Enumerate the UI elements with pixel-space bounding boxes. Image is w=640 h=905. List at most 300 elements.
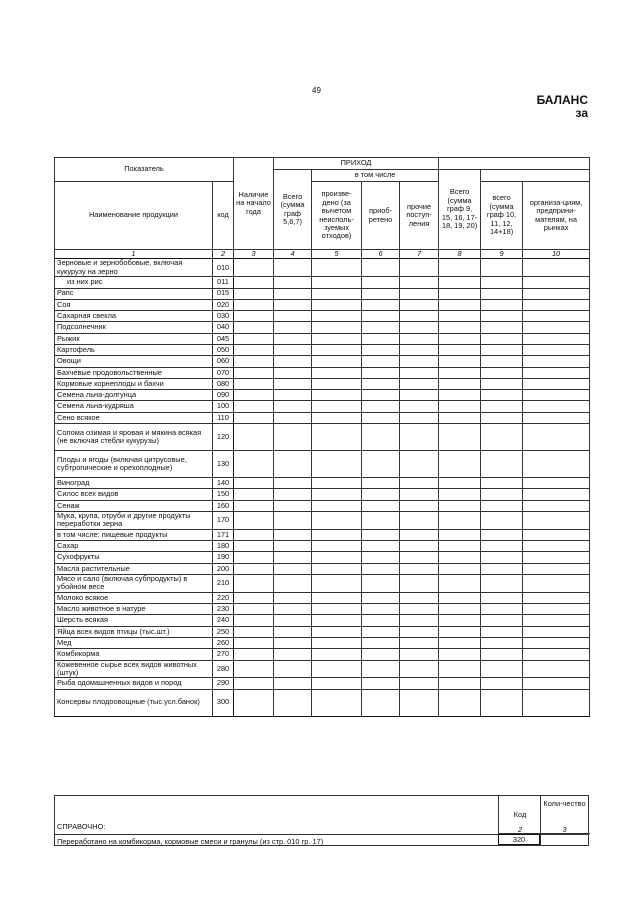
value-cell[interactable] bbox=[362, 277, 400, 288]
value-cell[interactable] bbox=[312, 333, 362, 344]
value-cell[interactable] bbox=[312, 356, 362, 367]
value-cell[interactable] bbox=[312, 424, 362, 451]
value-cell[interactable] bbox=[439, 378, 481, 389]
value-cell[interactable] bbox=[481, 604, 523, 615]
value-cell[interactable] bbox=[439, 615, 481, 626]
value-cell[interactable] bbox=[400, 345, 439, 356]
value-cell[interactable] bbox=[312, 563, 362, 574]
value-cell[interactable] bbox=[234, 574, 274, 592]
value-cell[interactable] bbox=[234, 367, 274, 378]
value-cell[interactable] bbox=[312, 478, 362, 489]
value-cell[interactable] bbox=[274, 345, 312, 356]
value-cell[interactable] bbox=[312, 500, 362, 511]
value-cell[interactable] bbox=[312, 574, 362, 592]
value-cell[interactable] bbox=[400, 678, 439, 689]
value-cell[interactable] bbox=[439, 451, 481, 478]
value-cell[interactable] bbox=[274, 451, 312, 478]
value-cell[interactable] bbox=[234, 356, 274, 367]
value-cell[interactable] bbox=[312, 541, 362, 552]
value-cell[interactable] bbox=[312, 604, 362, 615]
value-cell[interactable] bbox=[274, 288, 312, 299]
value-cell[interactable] bbox=[274, 412, 312, 423]
value-cell[interactable] bbox=[362, 378, 400, 389]
value-cell[interactable] bbox=[312, 412, 362, 423]
value-cell[interactable] bbox=[481, 277, 523, 288]
value-cell[interactable] bbox=[274, 615, 312, 626]
value-cell[interactable] bbox=[523, 322, 590, 333]
value-cell[interactable] bbox=[400, 511, 439, 529]
header-purchased: приоб-ретено bbox=[362, 182, 400, 250]
value-cell[interactable] bbox=[481, 626, 523, 637]
value-cell[interactable] bbox=[481, 412, 523, 423]
value-cell[interactable] bbox=[362, 489, 400, 500]
product-name: Плоды и ягоды (включая цитрусовые, субтропические и орехоплодные) bbox=[55, 451, 213, 478]
header-produced: произве-дено (за вычетом неисполь-зуемых отходов) bbox=[312, 182, 362, 250]
value-cell[interactable] bbox=[400, 333, 439, 344]
value-cell[interactable] bbox=[439, 489, 481, 500]
value-cell[interactable] bbox=[234, 345, 274, 356]
value-cell[interactable] bbox=[312, 322, 362, 333]
value-cell[interactable] bbox=[481, 637, 523, 648]
value-cell[interactable] bbox=[481, 660, 523, 678]
value-cell[interactable] bbox=[523, 259, 590, 277]
value-cell[interactable] bbox=[312, 552, 362, 563]
value-cell[interactable] bbox=[523, 541, 590, 552]
value-cell[interactable] bbox=[523, 489, 590, 500]
value-cell[interactable] bbox=[234, 500, 274, 511]
value-cell[interactable] bbox=[400, 604, 439, 615]
value-cell[interactable] bbox=[481, 333, 523, 344]
value-cell[interactable] bbox=[400, 626, 439, 637]
value-cell[interactable] bbox=[362, 390, 400, 401]
value-cell[interactable] bbox=[523, 367, 590, 378]
value-cell[interactable] bbox=[234, 529, 274, 540]
value-cell[interactable] bbox=[234, 592, 274, 603]
value-cell[interactable] bbox=[234, 511, 274, 529]
value-cell[interactable] bbox=[274, 592, 312, 603]
product-code: 100 bbox=[213, 401, 234, 412]
value-cell[interactable] bbox=[362, 322, 400, 333]
value-cell[interactable] bbox=[400, 563, 439, 574]
value-cell[interactable] bbox=[274, 552, 312, 563]
value-cell[interactable] bbox=[362, 592, 400, 603]
value-cell[interactable] bbox=[523, 563, 590, 574]
value-cell[interactable] bbox=[439, 424, 481, 451]
value-cell[interactable] bbox=[362, 356, 400, 367]
value-cell[interactable] bbox=[312, 259, 362, 277]
value-cell[interactable] bbox=[234, 277, 274, 288]
value-cell[interactable] bbox=[439, 390, 481, 401]
value-cell[interactable] bbox=[234, 288, 274, 299]
value-cell[interactable] bbox=[523, 511, 590, 529]
value-cell[interactable] bbox=[481, 552, 523, 563]
value-cell[interactable] bbox=[481, 649, 523, 660]
value-cell[interactable] bbox=[234, 390, 274, 401]
value-cell[interactable] bbox=[439, 574, 481, 592]
value-cell[interactable] bbox=[523, 592, 590, 603]
product-code: 110 bbox=[213, 412, 234, 423]
value-cell[interactable] bbox=[481, 311, 523, 322]
value-cell[interactable] bbox=[362, 367, 400, 378]
value-cell[interactable] bbox=[400, 451, 439, 478]
value-cell[interactable] bbox=[362, 451, 400, 478]
value-cell[interactable] bbox=[312, 511, 362, 529]
value-cell[interactable] bbox=[274, 333, 312, 344]
value-cell[interactable] bbox=[362, 552, 400, 563]
value-cell[interactable] bbox=[523, 288, 590, 299]
value-cell[interactable] bbox=[362, 288, 400, 299]
value-cell[interactable] bbox=[274, 511, 312, 529]
value-cell[interactable] bbox=[523, 333, 590, 344]
value-cell[interactable] bbox=[523, 401, 590, 412]
value-cell[interactable] bbox=[312, 378, 362, 389]
value-cell[interactable] bbox=[234, 489, 274, 500]
value-cell[interactable] bbox=[439, 356, 481, 367]
table-row bbox=[55, 689, 590, 716]
value-cell[interactable] bbox=[274, 478, 312, 489]
value-cell[interactable] bbox=[362, 299, 400, 310]
value-cell[interactable] bbox=[481, 451, 523, 478]
value-cell[interactable] bbox=[362, 412, 400, 423]
value-cell[interactable] bbox=[400, 529, 439, 540]
value-cell[interactable] bbox=[523, 500, 590, 511]
value-cell[interactable] bbox=[481, 424, 523, 451]
value-cell[interactable] bbox=[362, 345, 400, 356]
value-cell[interactable] bbox=[234, 689, 274, 716]
table-row bbox=[55, 412, 590, 423]
value-cell[interactable] bbox=[481, 367, 523, 378]
table-row bbox=[55, 604, 590, 615]
value-cell[interactable] bbox=[274, 529, 312, 540]
value-cell[interactable] bbox=[523, 412, 590, 423]
value-cell[interactable] bbox=[274, 311, 312, 322]
value-cell[interactable] bbox=[523, 678, 590, 689]
value-cell[interactable] bbox=[234, 678, 274, 689]
value-cell[interactable] bbox=[362, 689, 400, 716]
value-cell[interactable] bbox=[481, 401, 523, 412]
value-cell[interactable] bbox=[312, 288, 362, 299]
value-cell[interactable] bbox=[523, 604, 590, 615]
value-cell[interactable] bbox=[439, 563, 481, 574]
value-cell[interactable] bbox=[400, 322, 439, 333]
value-cell[interactable] bbox=[274, 649, 312, 660]
value-cell[interactable] bbox=[400, 500, 439, 511]
value-cell[interactable] bbox=[234, 299, 274, 310]
value-cell[interactable] bbox=[400, 277, 439, 288]
value-cell[interactable] bbox=[234, 563, 274, 574]
value-cell[interactable] bbox=[481, 299, 523, 310]
value-cell[interactable] bbox=[362, 401, 400, 412]
value-cell[interactable] bbox=[400, 649, 439, 660]
value-cell[interactable] bbox=[274, 424, 312, 451]
value-cell[interactable] bbox=[523, 299, 590, 310]
value-cell[interactable] bbox=[481, 478, 523, 489]
value-cell[interactable] bbox=[481, 592, 523, 603]
value-cell[interactable] bbox=[362, 500, 400, 511]
value-cell[interactable] bbox=[274, 541, 312, 552]
value-cell[interactable] bbox=[523, 552, 590, 563]
value-cell[interactable] bbox=[439, 604, 481, 615]
value-cell[interactable] bbox=[312, 637, 362, 648]
value-cell[interactable] bbox=[234, 637, 274, 648]
value-cell[interactable] bbox=[234, 649, 274, 660]
value-cell[interactable] bbox=[439, 529, 481, 540]
value-cell[interactable] bbox=[400, 311, 439, 322]
value-cell[interactable] bbox=[312, 345, 362, 356]
value-cell[interactable] bbox=[312, 626, 362, 637]
value-cell[interactable] bbox=[400, 489, 439, 500]
value-cell[interactable] bbox=[362, 311, 400, 322]
value-cell[interactable] bbox=[481, 574, 523, 592]
value-cell[interactable] bbox=[234, 626, 274, 637]
value-cell[interactable] bbox=[439, 689, 481, 716]
value-cell[interactable] bbox=[400, 615, 439, 626]
value-cell[interactable] bbox=[439, 311, 481, 322]
value-cell[interactable] bbox=[234, 541, 274, 552]
value-cell[interactable] bbox=[274, 378, 312, 389]
value-cell[interactable] bbox=[362, 478, 400, 489]
value-cell[interactable] bbox=[523, 345, 590, 356]
value-cell[interactable] bbox=[400, 356, 439, 367]
value-cell[interactable] bbox=[274, 689, 312, 716]
product-name: Кормовые корнеплоды и бахчи bbox=[55, 378, 213, 389]
value-cell[interactable] bbox=[234, 378, 274, 389]
value-cell[interactable] bbox=[400, 592, 439, 603]
value-cell[interactable] bbox=[439, 637, 481, 648]
product-name: Мед bbox=[55, 637, 213, 648]
value-cell[interactable] bbox=[439, 345, 481, 356]
value-cell[interactable] bbox=[234, 552, 274, 563]
value-cell[interactable] bbox=[362, 604, 400, 615]
value-cell[interactable] bbox=[274, 489, 312, 500]
value-cell[interactable] bbox=[523, 277, 590, 288]
value-cell[interactable] bbox=[312, 489, 362, 500]
table-row bbox=[55, 333, 590, 344]
value-cell[interactable] bbox=[274, 500, 312, 511]
reference-qty-header: Коли-чество bbox=[543, 799, 586, 808]
value-cell[interactable] bbox=[312, 529, 362, 540]
value-cell[interactable] bbox=[400, 424, 439, 451]
value-cell[interactable] bbox=[274, 678, 312, 689]
value-cell[interactable] bbox=[400, 367, 439, 378]
value-cell[interactable] bbox=[439, 401, 481, 412]
value-cell[interactable] bbox=[523, 689, 590, 716]
value-cell[interactable] bbox=[234, 604, 274, 615]
value-cell[interactable] bbox=[362, 626, 400, 637]
value-cell[interactable] bbox=[439, 626, 481, 637]
value-cell[interactable] bbox=[481, 500, 523, 511]
value-cell[interactable] bbox=[362, 615, 400, 626]
table-row bbox=[55, 478, 590, 489]
value-cell[interactable] bbox=[312, 689, 362, 716]
value-cell[interactable] bbox=[481, 288, 523, 299]
value-cell[interactable] bbox=[234, 322, 274, 333]
table-row bbox=[55, 378, 590, 389]
value-cell[interactable] bbox=[523, 356, 590, 367]
value-cell[interactable] bbox=[312, 390, 362, 401]
value-cell[interactable] bbox=[312, 277, 362, 288]
value-cell[interactable] bbox=[481, 529, 523, 540]
value-cell[interactable] bbox=[234, 478, 274, 489]
value-cell[interactable] bbox=[234, 660, 274, 678]
value-cell[interactable] bbox=[439, 649, 481, 660]
value-cell[interactable] bbox=[523, 626, 590, 637]
product-name: Кожевенное сырье всех видов животных (штук) bbox=[55, 660, 213, 678]
value-cell[interactable] bbox=[523, 424, 590, 451]
header-blank-2 bbox=[481, 170, 590, 182]
value-cell[interactable] bbox=[523, 637, 590, 648]
value-cell[interactable] bbox=[274, 604, 312, 615]
value-cell[interactable] bbox=[274, 390, 312, 401]
value-cell[interactable] bbox=[439, 592, 481, 603]
value-cell[interactable] bbox=[362, 259, 400, 277]
value-cell[interactable] bbox=[439, 412, 481, 423]
value-cell[interactable] bbox=[274, 277, 312, 288]
value-cell[interactable] bbox=[400, 574, 439, 592]
value-cell[interactable] bbox=[400, 478, 439, 489]
value-cell[interactable] bbox=[400, 259, 439, 277]
value-cell[interactable] bbox=[234, 259, 274, 277]
value-cell[interactable] bbox=[362, 333, 400, 344]
value-cell[interactable] bbox=[274, 259, 312, 277]
value-cell[interactable] bbox=[439, 277, 481, 288]
value-cell[interactable] bbox=[523, 390, 590, 401]
value-cell[interactable] bbox=[400, 660, 439, 678]
value-cell[interactable] bbox=[274, 401, 312, 412]
value-cell[interactable] bbox=[274, 563, 312, 574]
value-cell[interactable] bbox=[400, 412, 439, 423]
table-row bbox=[55, 592, 590, 603]
value-cell[interactable] bbox=[274, 356, 312, 367]
value-cell[interactable] bbox=[481, 378, 523, 389]
value-cell[interactable] bbox=[400, 637, 439, 648]
value-cell[interactable] bbox=[523, 660, 590, 678]
value-cell[interactable] bbox=[312, 649, 362, 660]
value-cell[interactable] bbox=[439, 259, 481, 277]
value-cell[interactable] bbox=[523, 529, 590, 540]
table-row bbox=[55, 678, 590, 689]
value-cell[interactable] bbox=[312, 660, 362, 678]
header-arrival: ПРИХОД bbox=[274, 158, 439, 170]
value-cell[interactable] bbox=[362, 563, 400, 574]
value-cell[interactable] bbox=[274, 367, 312, 378]
value-cell[interactable] bbox=[439, 511, 481, 529]
value-cell[interactable] bbox=[234, 401, 274, 412]
value-cell[interactable] bbox=[274, 574, 312, 592]
value-cell[interactable] bbox=[312, 299, 362, 310]
value-cell[interactable] bbox=[274, 626, 312, 637]
value-cell[interactable] bbox=[312, 678, 362, 689]
value-cell[interactable] bbox=[312, 615, 362, 626]
col-num-4: 4 bbox=[274, 250, 312, 259]
col-num-7: 7 bbox=[400, 250, 439, 259]
value-cell[interactable] bbox=[312, 311, 362, 322]
value-cell[interactable] bbox=[400, 299, 439, 310]
value-cell[interactable] bbox=[234, 333, 274, 344]
product-name: Шерсть всякая bbox=[55, 615, 213, 626]
value-cell[interactable] bbox=[362, 660, 400, 678]
value-cell[interactable] bbox=[481, 259, 523, 277]
value-cell[interactable] bbox=[439, 678, 481, 689]
product-code: 140 bbox=[213, 478, 234, 489]
value-cell[interactable] bbox=[523, 378, 590, 389]
value-cell[interactable] bbox=[234, 424, 274, 451]
value-cell[interactable] bbox=[439, 299, 481, 310]
value-cell[interactable] bbox=[362, 649, 400, 660]
value-cell[interactable] bbox=[439, 333, 481, 344]
value-cell[interactable] bbox=[234, 412, 274, 423]
value-cell[interactable] bbox=[362, 541, 400, 552]
value-cell[interactable] bbox=[481, 345, 523, 356]
value-cell[interactable] bbox=[274, 299, 312, 310]
value-cell[interactable] bbox=[439, 660, 481, 678]
value-cell[interactable] bbox=[481, 489, 523, 500]
value-cell[interactable] bbox=[481, 322, 523, 333]
value-cell[interactable] bbox=[481, 541, 523, 552]
value-cell[interactable] bbox=[234, 615, 274, 626]
value-cell[interactable] bbox=[481, 678, 523, 689]
value-cell[interactable] bbox=[523, 615, 590, 626]
value-cell[interactable] bbox=[362, 511, 400, 529]
value-cell[interactable] bbox=[481, 511, 523, 529]
reference-row-text: Переработано на комбикорма, кормовые смеси и гранулы (из стр. 010 гр. 17) bbox=[57, 837, 324, 846]
value-cell[interactable] bbox=[481, 356, 523, 367]
value-cell[interactable] bbox=[439, 541, 481, 552]
value-cell[interactable] bbox=[274, 660, 312, 678]
value-cell[interactable] bbox=[400, 390, 439, 401]
value-cell[interactable] bbox=[439, 552, 481, 563]
value-cell[interactable] bbox=[439, 500, 481, 511]
value-cell[interactable] bbox=[400, 288, 439, 299]
value-cell[interactable] bbox=[481, 615, 523, 626]
value-cell[interactable] bbox=[523, 451, 590, 478]
value-cell[interactable] bbox=[362, 574, 400, 592]
value-cell[interactable] bbox=[439, 322, 481, 333]
value-cell[interactable] bbox=[523, 311, 590, 322]
value-cell[interactable] bbox=[362, 637, 400, 648]
value-cell[interactable] bbox=[481, 390, 523, 401]
value-cell[interactable] bbox=[312, 401, 362, 412]
value-cell[interactable] bbox=[234, 451, 274, 478]
value-cell[interactable] bbox=[439, 367, 481, 378]
product-code: 045 bbox=[213, 333, 234, 344]
value-cell[interactable] bbox=[274, 637, 312, 648]
value-cell[interactable] bbox=[523, 649, 590, 660]
value-cell[interactable] bbox=[312, 592, 362, 603]
value-cell[interactable] bbox=[481, 689, 523, 716]
value-cell[interactable] bbox=[400, 689, 439, 716]
value-cell[interactable] bbox=[439, 478, 481, 489]
value-cell[interactable] bbox=[274, 322, 312, 333]
header-orgs: организа-циям, предприни-мателям, на рынках bbox=[523, 182, 590, 250]
value-cell[interactable] bbox=[400, 378, 439, 389]
value-cell[interactable] bbox=[400, 401, 439, 412]
value-cell[interactable] bbox=[362, 424, 400, 451]
value-cell[interactable] bbox=[523, 478, 590, 489]
value-cell[interactable] bbox=[481, 563, 523, 574]
value-cell[interactable] bbox=[312, 367, 362, 378]
value-cell[interactable] bbox=[362, 529, 400, 540]
value-cell[interactable] bbox=[362, 678, 400, 689]
value-cell[interactable] bbox=[439, 288, 481, 299]
value-cell[interactable] bbox=[400, 552, 439, 563]
value-cell[interactable] bbox=[523, 574, 590, 592]
product-code: 050 bbox=[213, 345, 234, 356]
value-cell[interactable] bbox=[400, 541, 439, 552]
value-cell[interactable] bbox=[312, 451, 362, 478]
product-code: 060 bbox=[213, 356, 234, 367]
value-cell[interactable] bbox=[234, 311, 274, 322]
